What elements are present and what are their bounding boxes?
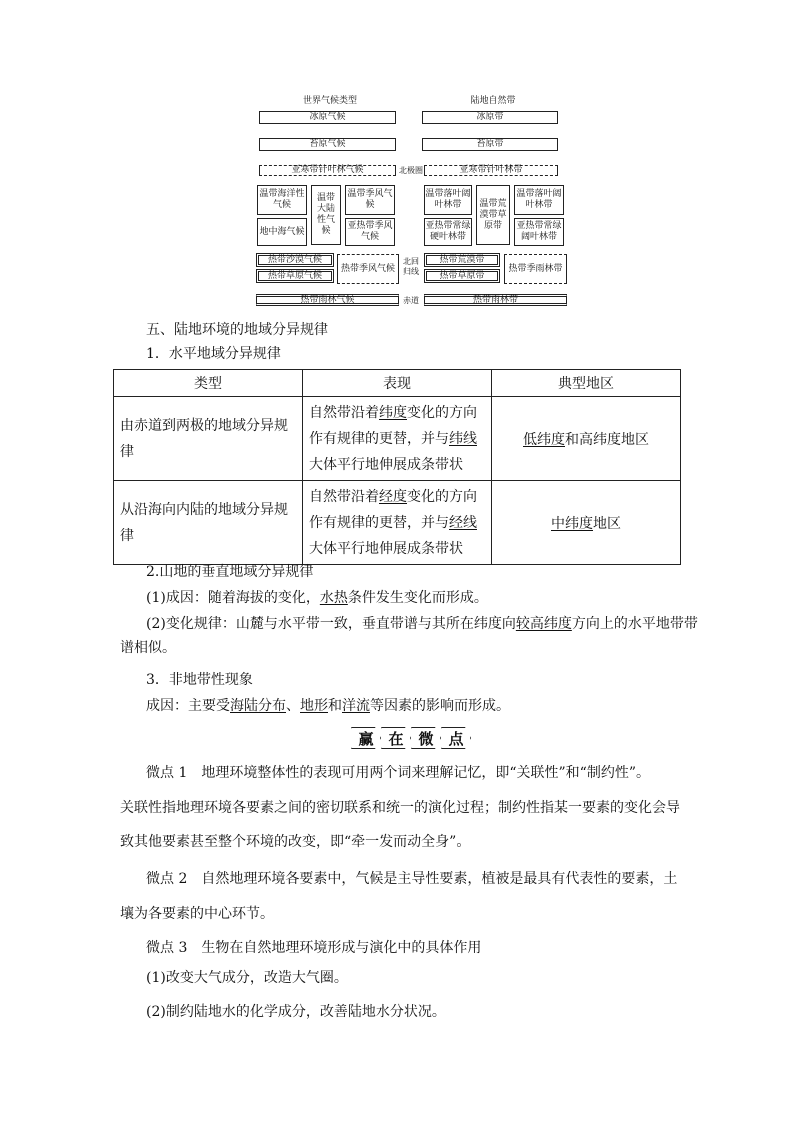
arctic-circle-label: 北极圈 (399, 166, 423, 175)
cell-type: 从沿海向内陆的地域分异规律 (114, 481, 303, 565)
left-title: 世界气候类型 (302, 96, 357, 106)
box-trop-monsoon-climate: 热带季风气候 (337, 254, 399, 284)
box-trop-rain-zone: 热带雨林带 (424, 294, 567, 306)
box-trop-desert-climate: 热带沙漠气候 (256, 253, 334, 267)
banner-char: 点 (441, 727, 471, 749)
equator-label: 赤道 (403, 296, 419, 305)
azonal-cause: 成因：主要受海陆分布、地形和洋流等因素的影响而形成。 (146, 698, 510, 714)
table-header-row (114, 370, 681, 397)
box-temp-maritime: 温带海洋性气候 (257, 185, 307, 215)
box-temp-continental: 温带大陆性气候 (311, 185, 341, 245)
box-trop-monsoon-zone: 热带季雨林带 (504, 254, 567, 284)
box-temp-decid-1: 温带落叶阔叶林带 (424, 185, 472, 215)
cell-area: 低纬度和高纬度地区 (492, 397, 681, 481)
subheading-horizontal: 1．水平地域分异规律 (146, 346, 281, 362)
table-row (114, 481, 681, 565)
micro-point-2-line-2: 壤为各要素的中心环节。 (120, 906, 274, 922)
micro-point-2-line-1: 微点 2 自然地理环境各要素中，气候是主导性要素，植被是最具有代表性的要素，土 (146, 871, 678, 887)
box-subtrop-monsoon: 亚热带季风气候 (345, 218, 395, 246)
box-subarctic-zone: 亚寒带针叶林带 (424, 165, 558, 176)
table-header: 类型 (114, 370, 303, 397)
box-ice-zone: 冰原带 (422, 111, 558, 124)
banner-char: 赢 (351, 727, 381, 749)
box-trop-grassland-climate: 热带草原气候 (256, 269, 334, 283)
cause-line: (1)成因：随着海拔的变化，水热条件发生变化而形成。 (146, 590, 488, 606)
box-temp-desert-grass: 温带荒漠带草原带 (476, 185, 510, 245)
zonation-table (113, 369, 681, 565)
cell-show: 自然带沿着纬度变化的方向作有规律的更替，并与纬线大体平行地伸展成条带状 (303, 397, 492, 481)
micro-point-1-line-3: 致其他要素甚至整个环境的改变，即“牵一发而动全身”。 (120, 834, 471, 850)
subheading-vertical: 2.山地的垂直地域分异规律 (146, 564, 314, 580)
table-row (114, 397, 681, 481)
box-mediterranean: 地中海气候 (257, 218, 307, 246)
micro-point-3-item-1: (1)改变大气成分，改造大气圈。 (146, 970, 348, 986)
box-subarctic-climate: 亚寒带针叶林气候 (259, 165, 396, 176)
cell-type: 由赤道到两极的地域分异规律 (114, 397, 303, 481)
box-subtrop-hardleaf: 亚热带常绿硬叶林带 (424, 218, 472, 246)
cell-area: 中纬度地区 (492, 481, 681, 565)
micro-point-1-line-1: 微点 1 地理环境整体性的表现可用两个词来理解记忆，即“关联性”和“制约性”。 (146, 765, 650, 781)
box-tundra-zone: 苔原带 (422, 138, 558, 151)
micro-point-3-line-1: 微点 3 生物在自然地理环境形成与演化中的具体作用 (146, 940, 482, 956)
banner-win-in-micro (351, 727, 471, 749)
table-header: 表现 (303, 370, 492, 397)
micro-point-3-item-2: (2)制约陆地水的化学成分，改善陆地水分状况。 (146, 1004, 446, 1020)
box-trop-desert-zone: 热带荒漠带 (424, 253, 500, 267)
banner-char: 在 (381, 727, 411, 749)
subheading-azonal: 3．非地带性现象 (146, 672, 253, 688)
right-title: 陆地自然带 (470, 96, 516, 106)
micro-point-1-line-2: 关联性指地理环境各要素之间的密切联系和统一的演化过程；制约性指某一要素的变化会导 (120, 800, 680, 816)
box-temp-monsoon: 温带季风气候 (345, 185, 395, 215)
box-subtrop-evergreen: 亚热带常绿阔叶林带 (514, 218, 564, 246)
cell-show: 自然带沿着经度变化的方向作有规律的更替，并与经线大体平行地伸展成条带状 (303, 481, 492, 565)
rule-paragraph: (2)变化规律：山麓与水平带一致，垂直带谱与其所在纬度向较高纬度方向上的水平地带带谱相似。 (120, 616, 698, 656)
box-trop-rainforest-climate: 热带雨林气候 (256, 294, 399, 306)
banner-char: 微 (411, 727, 441, 749)
section-title: 五、陆地环境的地域分异规律 (146, 322, 328, 338)
box-ice-climate: 冰原气候 (259, 111, 396, 124)
table-header: 典型地区 (492, 370, 681, 397)
box-trop-grass-zone: 热带草原带 (424, 269, 500, 283)
box-temp-decid-2: 温带落叶阔叶林带 (514, 185, 564, 215)
tropic-label: 北回归线 (403, 257, 419, 276)
box-tundra-climate: 苔原气候 (259, 138, 396, 151)
